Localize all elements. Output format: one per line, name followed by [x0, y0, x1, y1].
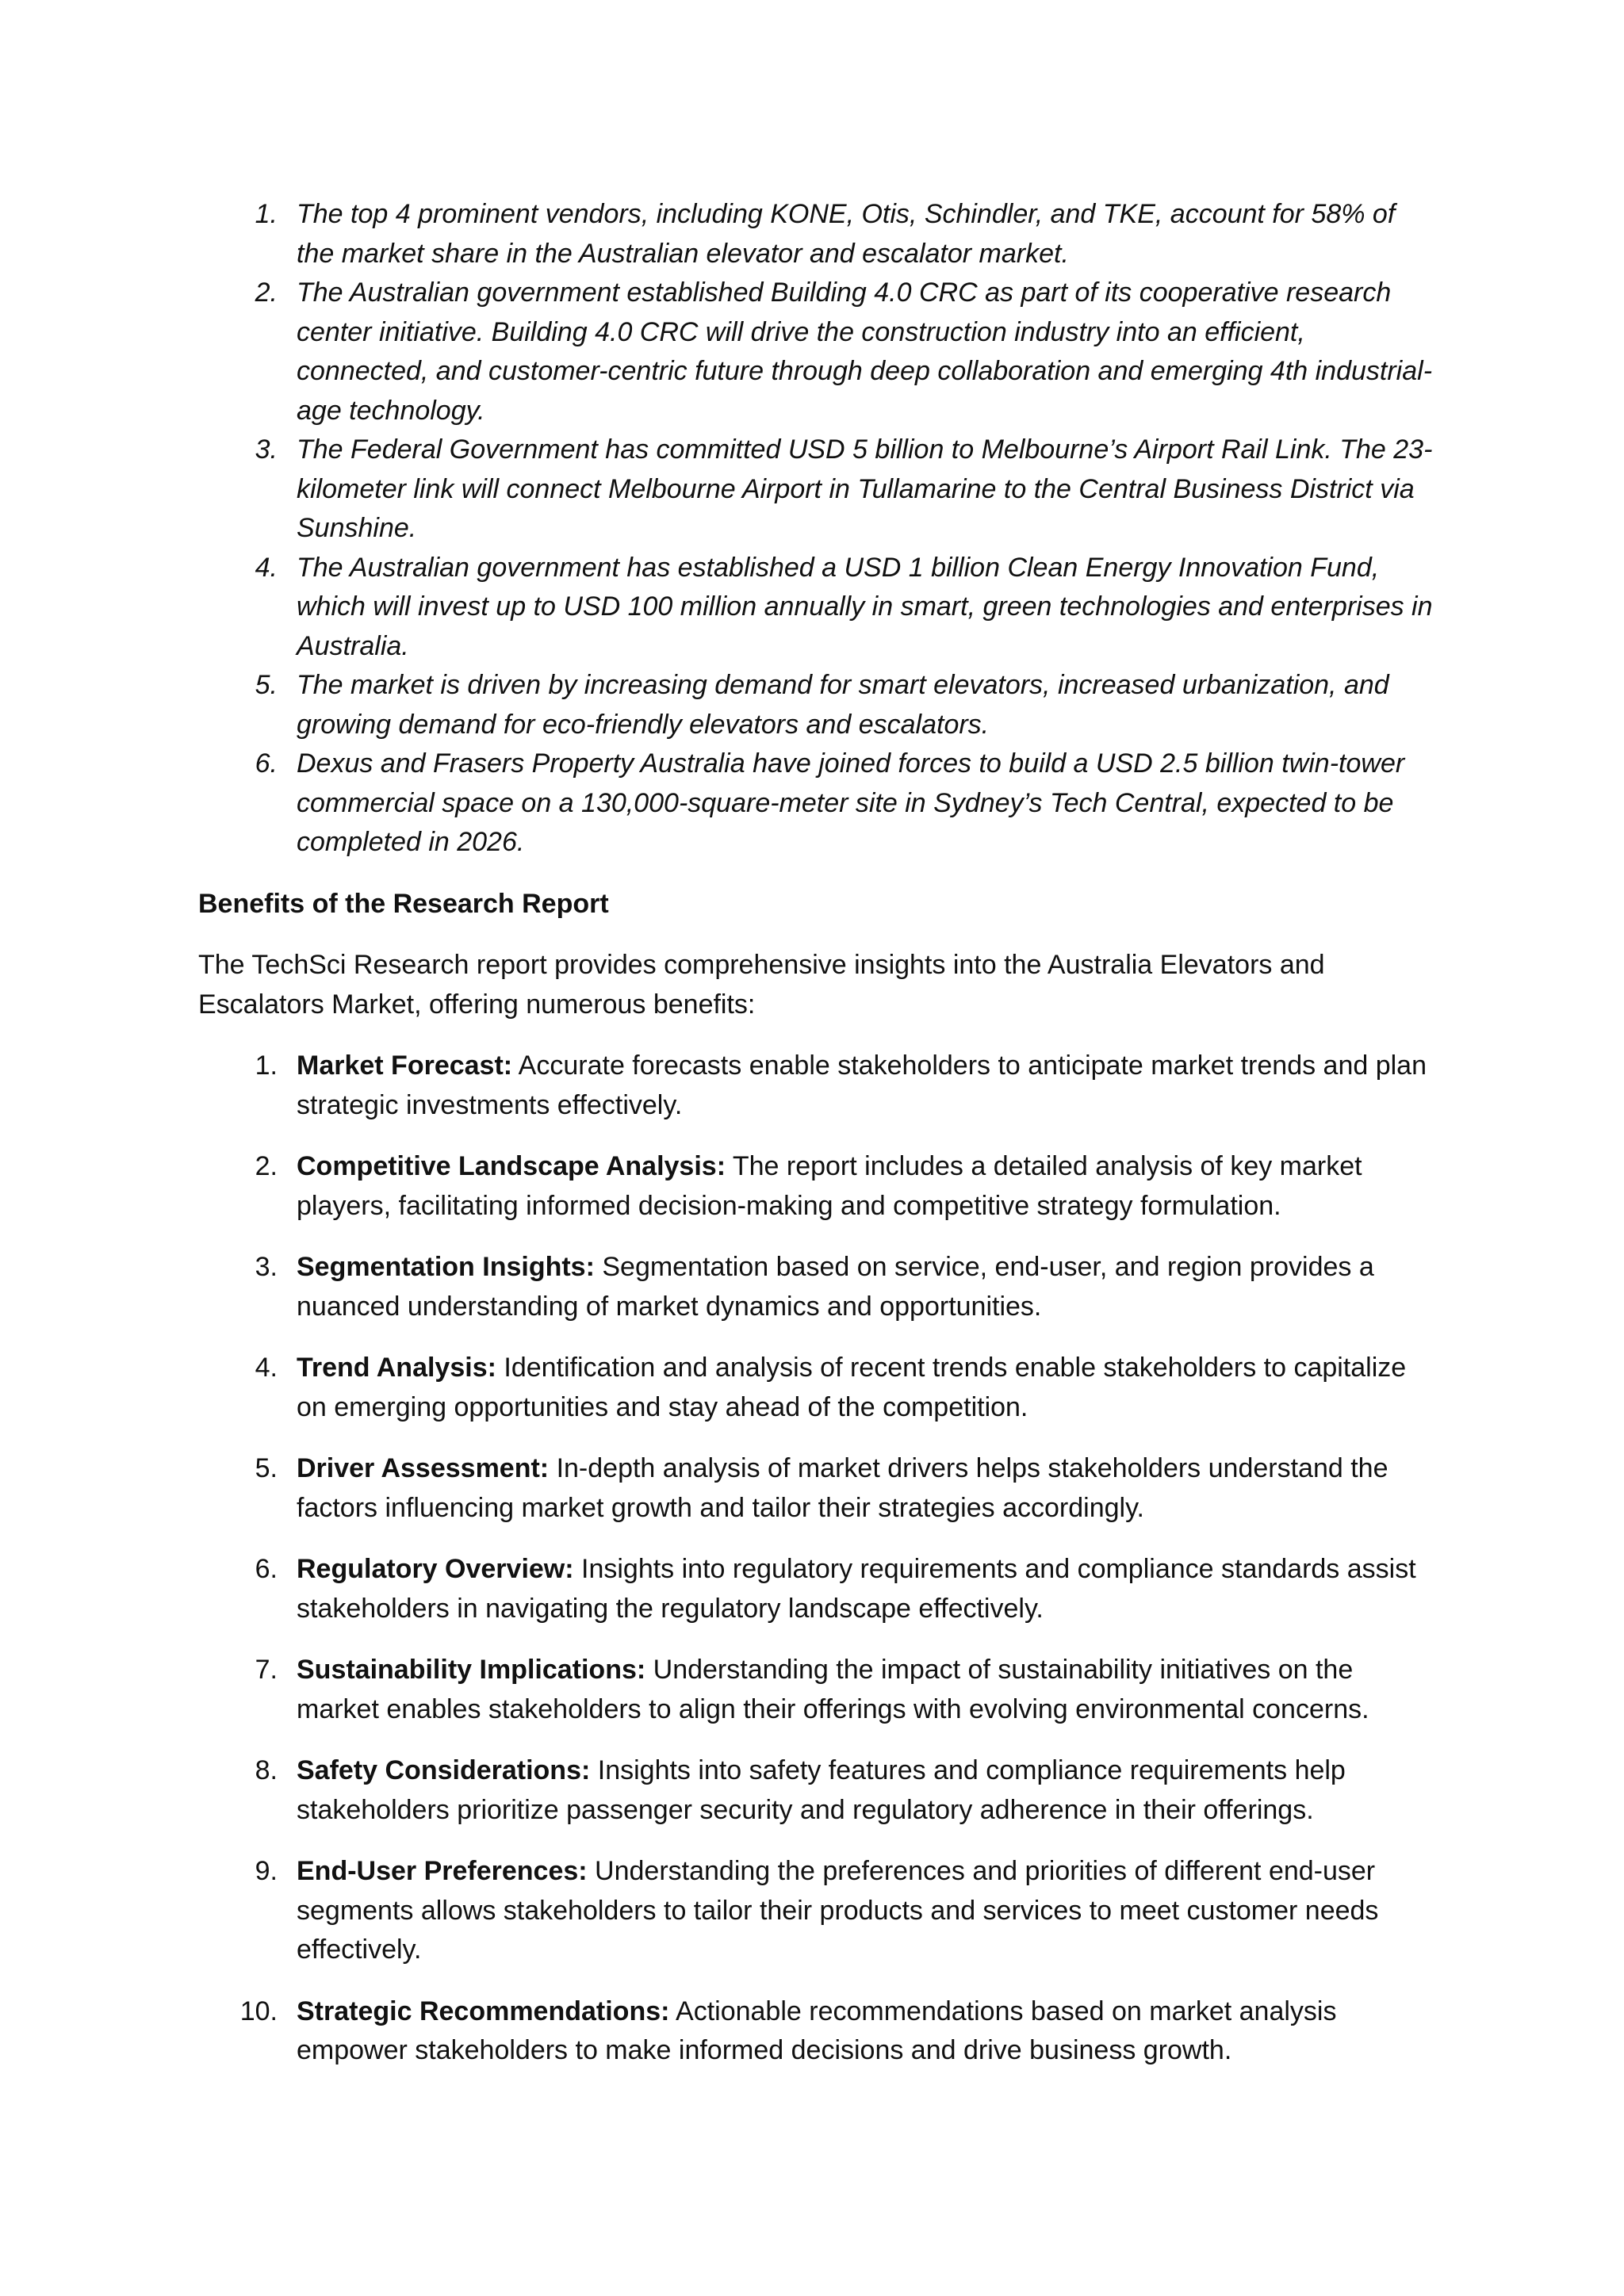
list-number: 6.: [255, 1554, 278, 1584]
list-number: 3.: [255, 1252, 278, 1282]
benefit-term: Trend Analysis:: [297, 1353, 496, 1383]
benefit-text: Identification and analysis of recent trends enable stakeholders to capitalize on emerging opportunities and stay ahead of the competition.: [297, 1353, 1407, 1422]
list-number: 9.: [255, 1856, 278, 1886]
benefit-item: [198, 1651, 1435, 1729]
benefit-text: Accurate forecasts enable stakeholders to anticipate market trends and plan strategic investments effectively.: [297, 1050, 1427, 1120]
key-point-item: [198, 274, 1435, 430]
benefit-item: [198, 1852, 1435, 1970]
benefit-text: Insights into regulatory requirements and compliance standards assist stakeholders in navigating the regulatory landscape effectively.: [297, 1554, 1416, 1624]
key-point-text: Dexus and Frasers Property Australia have joined forces to build a USD 2.5 billion twin-tower commercial space on a 130,000-square-meter site in Sydney’s Tech Central, expected to be completed in 2026.: [297, 748, 1405, 857]
list-number: 4.: [255, 552, 278, 583]
benefit-item: [198, 1550, 1435, 1628]
list-number: 3.: [255, 434, 278, 465]
benefit-text: Understanding the preferences and priorities of different end-user segments allows stakeholders to tailor their products and services to meet customer needs effectively.: [297, 1856, 1379, 1965]
benefit-item: [198, 1248, 1435, 1326]
list-number: 10.: [239, 1996, 278, 2026]
benefit-item: [198, 1449, 1435, 1528]
benefit-item: [198, 1047, 1435, 1125]
list-number: 2.: [255, 1151, 278, 1181]
list-number: 1.: [255, 199, 278, 229]
benefit-item: [198, 1147, 1435, 1226]
benefit-text: In-depth analysis of market drivers helps stakeholders understand the factors influencing market growth and tailor their strategies accordingly.: [297, 1453, 1388, 1523]
benefit-text: Actionable recommendations based on market analysis empower stakeholders to make informed decisions and drive business growth.: [297, 1996, 1337, 2065]
key-point-item: [198, 549, 1435, 667]
key-point-text: The Federal Government has committed USD 5 billion to Melbourne’s Airport Rail Link. The 23-kilometer link will connect Melbourne Airport in Tullamarine to the Central Business District via Sunshine.: [297, 434, 1433, 543]
list-number: 8.: [255, 1755, 278, 1785]
benefit-term: Competitive Landscape Analysis:: [297, 1151, 726, 1181]
key-point-text: The Australian government has established a USD 1 billion Clean Energy Innovation Fund, which will invest up to USD 100 million annually in smart, green technologies and enterprises in Australia.: [297, 552, 1433, 661]
list-number: 4.: [255, 1353, 278, 1383]
benefit-item: [198, 1349, 1435, 1427]
benefit-text: Segmentation based on service, end-user, and region provides a nuanced understanding of market dynamics and opportunities.: [297, 1252, 1374, 1322]
key-points-list: [198, 195, 1435, 863]
benefits-intro: The TechSci Research report provides comprehensive insights into the Australia Elevators and Escalators Market, offering numerous benefits:: [198, 950, 1325, 1020]
benefit-item: [198, 1992, 1435, 2071]
benefit-term: Segmentation Insights:: [297, 1252, 595, 1282]
page-content: [198, 195, 1435, 2071]
key-point-item: [198, 744, 1435, 863]
benefit-term: Regulatory Overview:: [297, 1554, 574, 1584]
list-number: 7.: [255, 1655, 278, 1685]
list-number: 2.: [255, 277, 278, 308]
key-point-item: [198, 666, 1435, 744]
benefit-text: Insights into safety features and compliance requirements help stakeholders prioritize passenger security and regulatory adherence in their offerings.: [297, 1755, 1346, 1825]
benefit-text: The report includes a detailed analysis of key market players, facilitating informed decision-making and competitive strategy formulation.: [297, 1151, 1362, 1221]
benefits-list: [198, 1047, 1435, 2071]
key-point-text: The market is driven by increasing demand for smart elevators, increased urbanization, and growing demand for eco-friendly elevators and escalators.: [297, 670, 1389, 740]
benefits-heading: Benefits of the Research Report: [198, 888, 609, 919]
list-number: 5.: [255, 670, 278, 700]
benefit-item: [198, 1751, 1435, 1830]
key-point-item: [198, 195, 1435, 274]
list-number: 5.: [255, 1453, 278, 1483]
key-point-text: The Australian government established Building 4.0 CRC as part of its cooperative research center initiative. Building 4.0 CRC will drive the construction industry into an efficient, connected, and customer-centric future through deep collaboration and emerging 4th industrial-age technology.: [297, 277, 1433, 426]
benefit-term: End-User Preferences:: [297, 1856, 588, 1886]
list-number: 6.: [255, 748, 278, 779]
benefit-term: Driver Assessment:: [297, 1453, 550, 1483]
benefit-term: Market Forecast:: [297, 1050, 513, 1081]
benefit-term: Strategic Recommendations:: [297, 1996, 670, 2026]
key-point-item: [198, 430, 1435, 549]
key-point-text: The top 4 prominent vendors, including KONE, Otis, Schindler, and TKE, account for 58% of the market share in the Australian elevator and escalator market.: [297, 199, 1396, 269]
list-number: 1.: [255, 1050, 278, 1081]
benefit-term: Safety Considerations:: [297, 1755, 591, 1785]
benefit-text: Understanding the impact of sustainability initiatives on the market enables stakeholders to align their offerings with evolving environmental concerns.: [297, 1655, 1369, 1724]
benefit-term: Sustainability Implications:: [297, 1655, 646, 1685]
